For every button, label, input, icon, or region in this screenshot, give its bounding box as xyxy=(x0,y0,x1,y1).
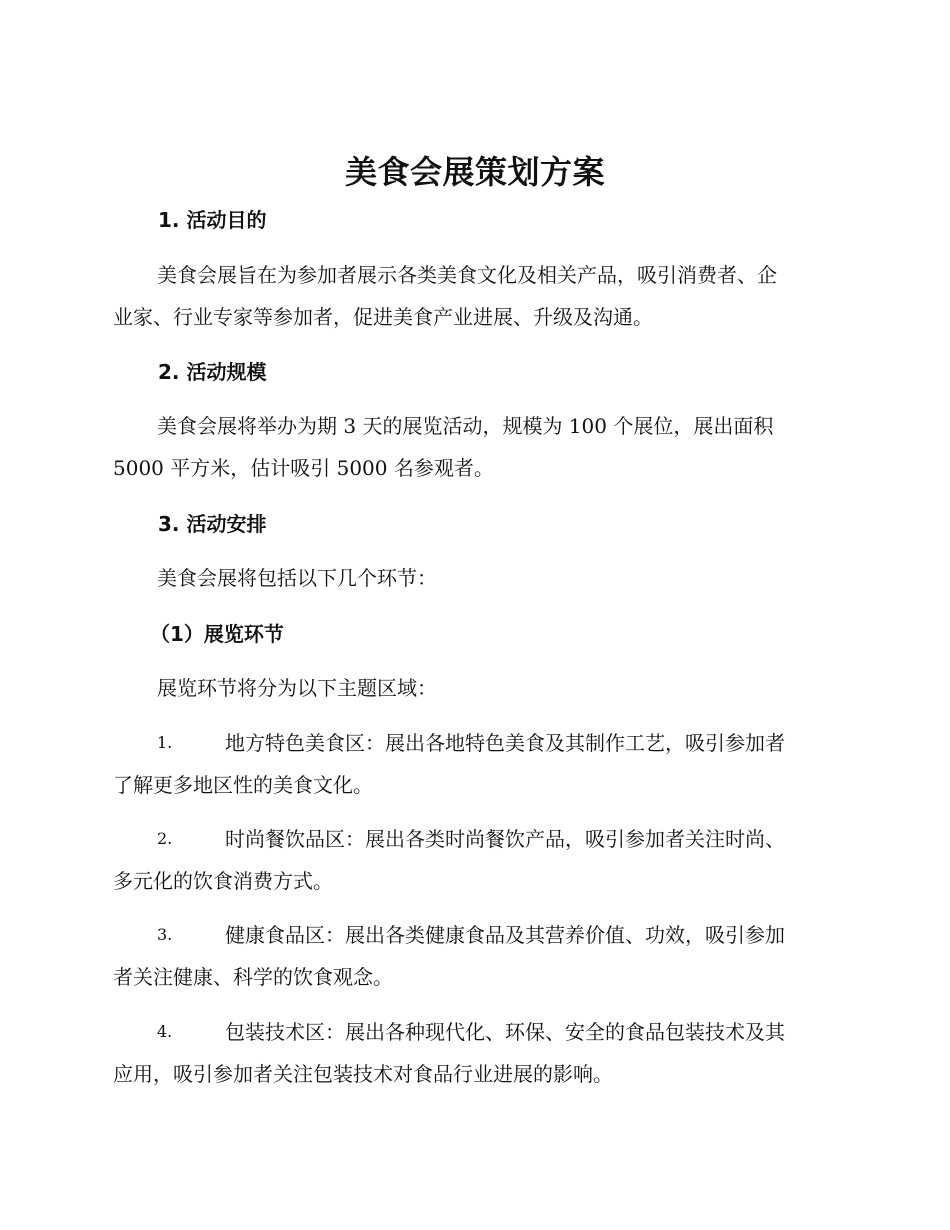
paragraph-schedule-intro: 美食会展将包括以下几个环节： xyxy=(157,566,437,590)
list-item xyxy=(113,722,833,806)
list-item-number: 3. xyxy=(157,925,173,944)
document-title: 美食会展策划方案 xyxy=(344,153,605,191)
list-item xyxy=(113,914,833,998)
list-item xyxy=(113,818,833,902)
list-item-text-continued: 多元化的饮食消费方式。 xyxy=(113,869,333,893)
list-item-number: 2. xyxy=(157,829,173,848)
section-heading-schedule: 3. 活动安排 xyxy=(158,512,267,536)
list-item-text: 包装技术区：展出各种现代化、环保、安全的食品包装技术及其 xyxy=(225,1020,785,1044)
list-item-number: 4. xyxy=(157,1022,173,1041)
list-item-number: 1. xyxy=(157,733,173,752)
section-heading-scale: 2. 活动规模 xyxy=(158,360,267,384)
list-item-text-continued: 了解更多地区性的美食文化。 xyxy=(113,773,373,797)
list-item-text: 地方特色美食区：展出各地特色美食及其制作工艺，吸引参加者 xyxy=(225,731,785,755)
list-item xyxy=(113,1011,833,1095)
paragraph-purpose xyxy=(113,254,833,338)
list-item-text-continued: 应用，吸引参加者关注包装技术对食品行业进展的影响。 xyxy=(113,1062,613,1086)
paragraph-scale xyxy=(113,405,833,489)
paragraph-line: 5000 平方米，估计吸引 5000 名参观者。 xyxy=(113,456,494,480)
paragraph-line: 美食会展旨在为参加者展示各类美食文化及相关产品，吸引消费者、企 xyxy=(157,263,777,287)
paragraph-line: 业家、行业专家等参加者，促进美食产业进展、升级及沟通。 xyxy=(113,305,653,329)
subsection-heading-exhibition: （1）展览环节 xyxy=(150,622,284,646)
list-item-text-continued: 者关注健康、科学的饮食观念。 xyxy=(113,965,393,989)
list-item-text: 健康食品区：展出各类健康食品及其营养价值、功效，吸引参加 xyxy=(225,923,785,947)
paragraph-exhibition-intro: 展览环节将分为以下主题区域： xyxy=(157,676,437,700)
paragraph-line: 美食会展将举办为期 3 天的展览活动，规模为 100 个展位，展出面积 xyxy=(157,414,774,438)
section-heading-purpose: 1. 活动目的 xyxy=(158,208,267,232)
list-item-text: 时尚餐饮品区：展出各类时尚餐饮产品，吸引参加者关注时尚、 xyxy=(225,827,785,851)
